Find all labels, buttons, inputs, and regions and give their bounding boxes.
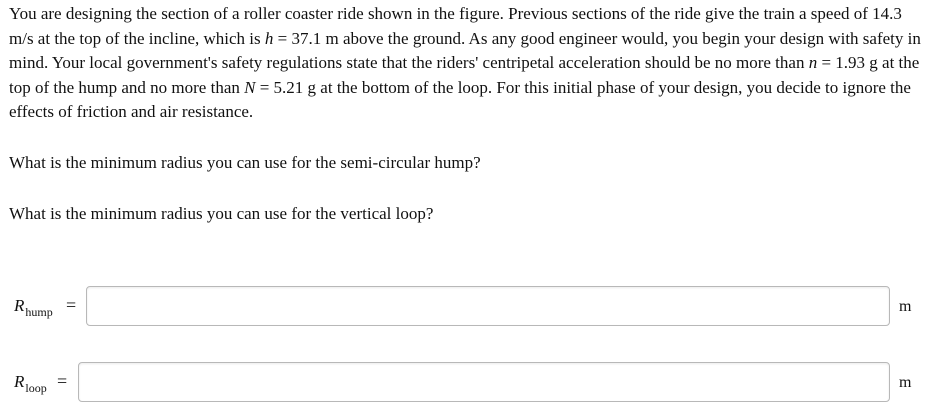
hump-unit-label: m	[899, 298, 912, 315]
hump-radius-input[interactable]	[86, 286, 890, 326]
hump-radius-label	[14, 296, 53, 319]
loop-radius-var: R	[14, 372, 25, 391]
problem-text-1: You are designing the section of a roller coaster ride shown in the figure. Previous sections of the ride give the train a speed of 14.3 m/s at the top of the incline, which is	[9, 4, 902, 48]
question-loop-radius: What is the minimum radius you can use for the vertical loop?	[9, 204, 434, 223]
loop-radius-subscript: loop	[25, 381, 47, 395]
question-hump-radius: What is the minimum radius you can use for the semi-circular hump?	[9, 153, 481, 172]
problem-text-2: = 37.1 m above the ground. As any good engineer would, you begin your design with safety in mind. Your local government's safety regulations state that the riders' centripetal acceleration should be no more than	[9, 28, 921, 73]
loop-unit-label: m	[899, 374, 912, 391]
problem-text-4: = 5.21 g at the bottom of the loop. For this initial phase of your design, you decide to ignore the effects of friction and air resistance.	[9, 77, 911, 122]
hump-equals-sign: =	[66, 295, 77, 315]
variable-N: N	[244, 77, 256, 97]
problem-text-3: = 1.93 g at the top of the hump and no more than	[9, 53, 920, 97]
problem-statement	[9, 2, 929, 125]
loop-radius-label	[14, 372, 47, 395]
loop-equals-sign: =	[57, 371, 68, 391]
hump-radius-subscript: hump	[25, 305, 53, 319]
answer-row-loop	[0, 362, 943, 404]
loop-radius-input[interactable]	[78, 362, 890, 402]
variable-h: h	[264, 28, 274, 48]
variable-n: n	[808, 53, 818, 73]
answer-row-hump	[0, 286, 943, 328]
hump-radius-var: R	[14, 296, 25, 315]
